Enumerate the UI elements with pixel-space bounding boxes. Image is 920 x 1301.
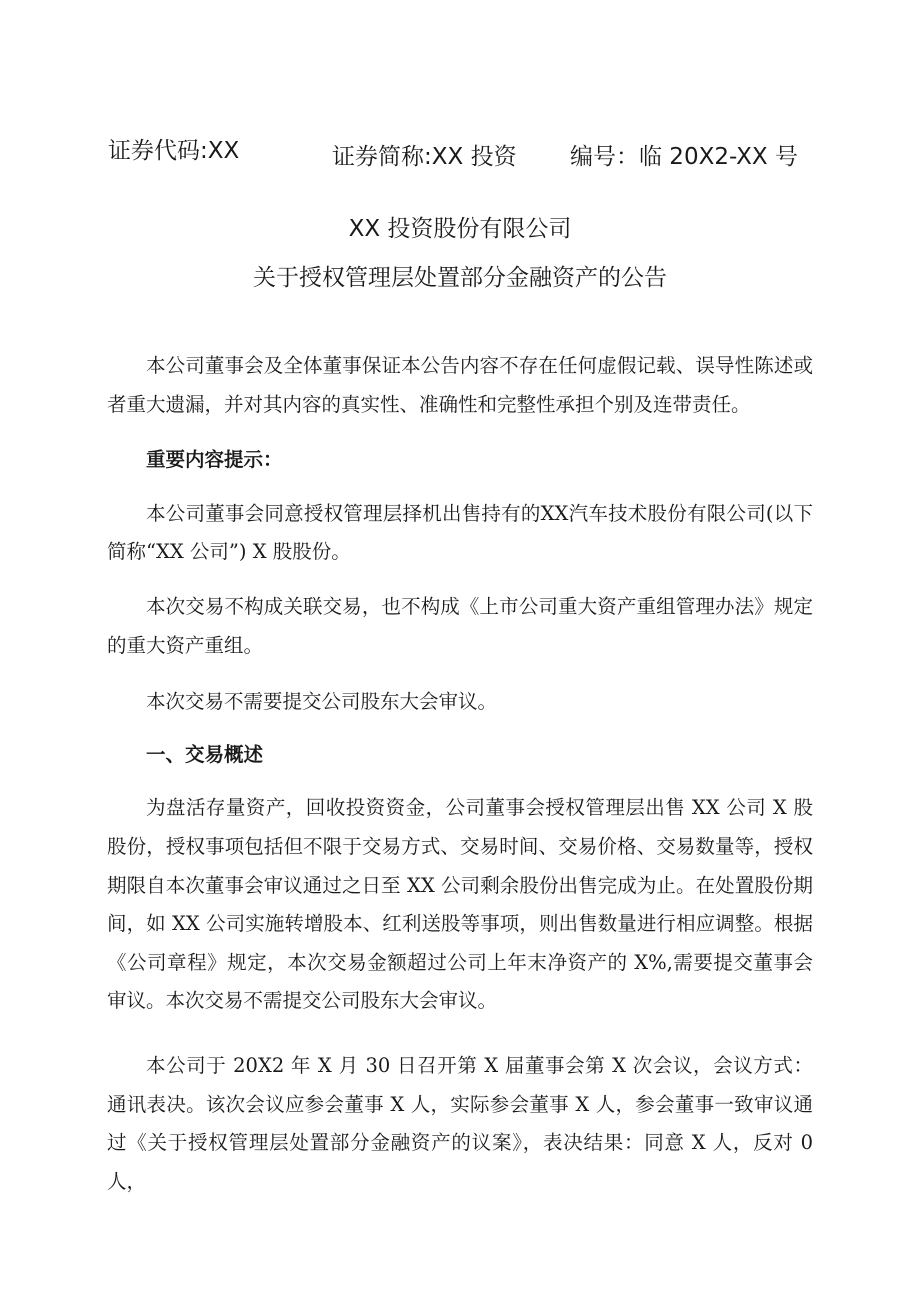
security-abbreviation: 证券简称:XX 投资: [332, 144, 517, 170]
announcement-body: [107, 347, 813, 1201]
section-heading-overview: 一、交易概述: [146, 742, 264, 766]
announcement-number: 编号：临 20X2-XX 号: [570, 144, 798, 170]
announcement-header: [108, 128, 828, 178]
meeting-paragraph: 本公司于 20X2 年 X 月 30 日召开第 X 届董事会第 X 次会议，会议方式：通讯表决。该次会议应参会董事 X 人，实际参会董事 X 人，参会董事一致审议通过《关于授权管理层处置部分金融资产的议案》，表决结果：同意 X 人，反对 0 人，: [107, 1053, 813, 1193]
security-code: 证券代码:XX: [108, 138, 240, 164]
board-declaration: 本公司董事会及全体董事保证本公告内容不存在任何虚假记载、误导性陈述或者重大遗漏，并对其内容的真实性、准确性和完整性承担个别及连带责任。: [107, 354, 813, 416]
tip-paragraph-2: 本次交易不构成关联交易，也不构成《上市公司重大资产重组管理办法》规定的重大资产重组。: [107, 594, 813, 657]
company-name-title: XX 投资股份有限公司: [348, 216, 572, 242]
tip-paragraph-3: 本次交易不需要提交公司股东大会审议。: [146, 690, 498, 714]
overview-paragraph: 为盘活存量资产，回收投资资金，公司董事会授权管理层出售 XX 公司 X 股股份，授权事项包括但不限于交易方式、交易时间、交易价格、交易数量等，授权期限自本次董事会审议通过之日至 XX 公司剩余股份出售完成为止。在处置股份期间，如 XX 公司实施转增股本、红利送股等事项，则出售数量进行相应调整。根据《公司章程》规定，本次交易金额超过公司上年末净资产的 X%,需要提交董事会审议。本次交易不需提交公司股东大会审议。: [107, 796, 813, 1013]
tip-paragraph-1: 本公司董事会同意授权管理层择机出售持有的XX汽车技术股份有限公司(以下简称“XX 公司”) X 股股份。: [107, 501, 813, 564]
tips-heading: 重要内容提示：: [146, 448, 283, 472]
announcement-subject-title: 关于授权管理层处置部分金融资产的公告: [253, 265, 667, 291]
